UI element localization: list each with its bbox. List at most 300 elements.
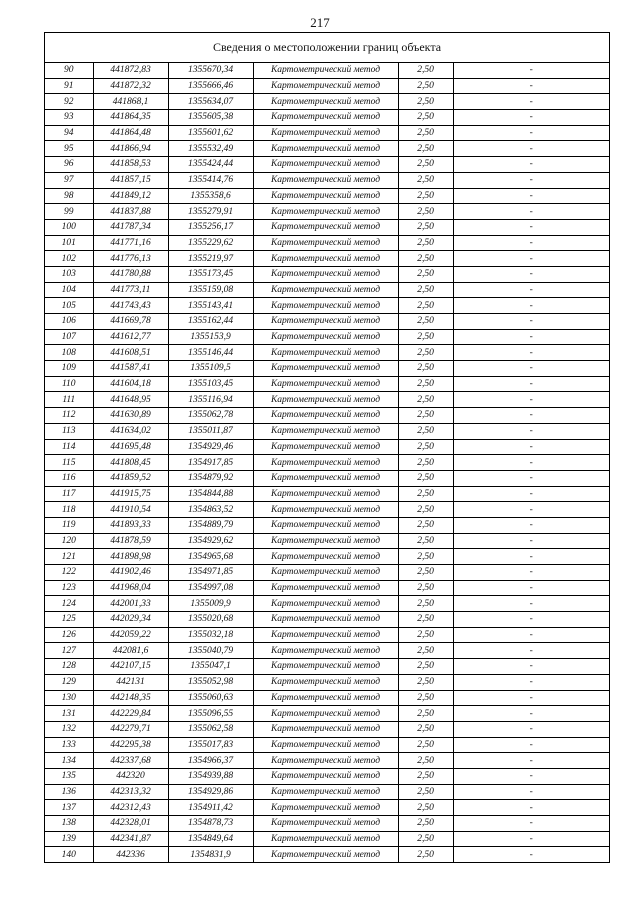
accuracy-cell: 2,50 [398, 125, 453, 141]
x-coordinate-cell: 441910,54 [93, 502, 168, 518]
method-cell: Картометрический метод [253, 706, 398, 722]
accuracy-cell: 2,50 [398, 643, 453, 659]
x-coordinate-cell: 441837,88 [93, 204, 168, 220]
x-coordinate-cell: 441859,52 [93, 470, 168, 486]
x-coordinate-cell: 442229,84 [93, 706, 168, 722]
method-cell: Картометрический метод [253, 470, 398, 486]
table-row [45, 282, 609, 298]
method-cell: Картометрический метод [253, 455, 398, 471]
y-coordinate-cell: 1355109,5 [168, 361, 253, 377]
description-cell: - [453, 627, 609, 643]
y-coordinate-cell: 1355047,1 [168, 659, 253, 675]
point-number-cell: 114 [45, 439, 93, 455]
x-coordinate-cell: 441695,48 [93, 439, 168, 455]
table-row [45, 423, 609, 439]
table-row [45, 627, 609, 643]
description-cell: - [453, 659, 609, 675]
x-coordinate-cell: 442279,71 [93, 721, 168, 737]
y-coordinate-cell: 1354997,08 [168, 580, 253, 596]
table-row [45, 455, 609, 471]
description-cell: - [453, 329, 609, 345]
description-cell: - [453, 533, 609, 549]
table-row [45, 565, 609, 581]
method-cell: Картометрический метод [253, 141, 398, 157]
accuracy-cell: 2,50 [398, 627, 453, 643]
description-cell: - [453, 816, 609, 832]
description-cell: - [453, 784, 609, 800]
y-coordinate-cell: 1354831,9 [168, 847, 253, 862]
method-cell: Картометрический метод [253, 188, 398, 204]
y-coordinate-cell: 1355605,38 [168, 110, 253, 126]
y-coordinate-cell: 1355062,78 [168, 408, 253, 424]
accuracy-cell: 2,50 [398, 408, 453, 424]
method-cell: Картометрический метод [253, 172, 398, 188]
accuracy-cell: 2,50 [398, 63, 453, 78]
point-number-cell: 96 [45, 157, 93, 173]
table-row [45, 706, 609, 722]
point-number-cell: 134 [45, 753, 93, 769]
description-cell: - [453, 423, 609, 439]
description-cell: - [453, 439, 609, 455]
y-coordinate-cell: 1355103,45 [168, 376, 253, 392]
y-coordinate-cell: 1354939,88 [168, 768, 253, 784]
y-coordinate-cell: 1355162,44 [168, 314, 253, 330]
table-row [45, 768, 609, 784]
description-cell: - [453, 706, 609, 722]
x-coordinate-cell: 442337,68 [93, 753, 168, 769]
x-coordinate-cell: 441915,75 [93, 486, 168, 502]
description-cell: - [453, 141, 609, 157]
point-number-cell: 122 [45, 565, 93, 581]
method-cell: Картометрический метод [253, 298, 398, 314]
y-coordinate-cell: 1355256,17 [168, 219, 253, 235]
y-coordinate-cell: 1354929,62 [168, 533, 253, 549]
table-row [45, 690, 609, 706]
method-cell: Картометрический метод [253, 596, 398, 612]
table-row [45, 188, 609, 204]
method-cell: Картометрический метод [253, 125, 398, 141]
accuracy-cell: 2,50 [398, 486, 453, 502]
description-cell: - [453, 188, 609, 204]
method-cell: Картометрический метод [253, 376, 398, 392]
point-number-cell: 112 [45, 408, 93, 424]
point-number-cell: 113 [45, 423, 93, 439]
table-row [45, 831, 609, 847]
point-number-cell: 132 [45, 721, 93, 737]
x-coordinate-cell: 441893,33 [93, 517, 168, 533]
method-cell: Картометрический метод [253, 408, 398, 424]
x-coordinate-cell: 442341,87 [93, 831, 168, 847]
method-cell: Картометрический метод [253, 282, 398, 298]
table-row [45, 329, 609, 345]
point-number-cell: 127 [45, 643, 93, 659]
y-coordinate-cell: 1354889,79 [168, 517, 253, 533]
accuracy-cell: 2,50 [398, 141, 453, 157]
accuracy-cell: 2,50 [398, 659, 453, 675]
accuracy-cell: 2,50 [398, 345, 453, 361]
accuracy-cell: 2,50 [398, 847, 453, 862]
y-coordinate-cell: 1355060,63 [168, 690, 253, 706]
accuracy-cell: 2,50 [398, 78, 453, 94]
x-coordinate-cell: 441787,34 [93, 219, 168, 235]
x-coordinate-cell: 441743,43 [93, 298, 168, 314]
point-number-cell: 138 [45, 816, 93, 832]
table-row [45, 549, 609, 565]
description-cell: - [453, 235, 609, 251]
x-coordinate-cell: 441866,94 [93, 141, 168, 157]
point-number-cell: 108 [45, 345, 93, 361]
y-coordinate-cell: 1355601,62 [168, 125, 253, 141]
description-cell: - [453, 157, 609, 173]
description-cell: - [453, 721, 609, 737]
table-row [45, 470, 609, 486]
x-coordinate-cell: 442148,35 [93, 690, 168, 706]
description-cell: - [453, 486, 609, 502]
point-number-cell: 129 [45, 674, 93, 690]
point-number-cell: 111 [45, 392, 93, 408]
point-number-cell: 123 [45, 580, 93, 596]
table-row [45, 439, 609, 455]
accuracy-cell: 2,50 [398, 188, 453, 204]
x-coordinate-cell: 441872,32 [93, 78, 168, 94]
method-cell: Картометрический метод [253, 659, 398, 675]
table-row [45, 392, 609, 408]
description-cell: - [453, 502, 609, 518]
y-coordinate-cell: 1355173,45 [168, 266, 253, 282]
point-number-cell: 105 [45, 298, 93, 314]
accuracy-cell: 2,50 [398, 329, 453, 345]
accuracy-cell: 2,50 [398, 533, 453, 549]
table-row [45, 94, 609, 110]
description-cell: - [453, 251, 609, 267]
x-coordinate-cell: 441780,88 [93, 266, 168, 282]
description-cell: - [453, 392, 609, 408]
x-coordinate-cell: 441872,83 [93, 63, 168, 78]
point-number-cell: 109 [45, 361, 93, 377]
table-title: Сведения о местоположении границ объекта [45, 33, 609, 63]
x-coordinate-cell: 441864,48 [93, 125, 168, 141]
method-cell: Картометрический метод [253, 612, 398, 628]
description-cell: - [453, 800, 609, 816]
y-coordinate-cell: 1355017,83 [168, 737, 253, 753]
y-coordinate-cell: 1354849,64 [168, 831, 253, 847]
table-row [45, 251, 609, 267]
x-coordinate-cell: 442328,01 [93, 816, 168, 832]
y-coordinate-cell: 1355146,44 [168, 345, 253, 361]
point-number-cell: 118 [45, 502, 93, 518]
accuracy-cell: 2,50 [398, 721, 453, 737]
y-coordinate-cell: 1355358,6 [168, 188, 253, 204]
x-coordinate-cell: 442295,38 [93, 737, 168, 753]
description-cell: - [453, 768, 609, 784]
method-cell: Картометрический метод [253, 251, 398, 267]
point-number-cell: 94 [45, 125, 93, 141]
x-coordinate-cell: 441630,89 [93, 408, 168, 424]
y-coordinate-cell: 1355009,9 [168, 596, 253, 612]
accuracy-cell: 2,50 [398, 706, 453, 722]
description-cell: - [453, 549, 609, 565]
point-number-cell: 133 [45, 737, 93, 753]
point-number-cell: 120 [45, 533, 93, 549]
method-cell: Картометрический метод [253, 235, 398, 251]
x-coordinate-cell: 441968,04 [93, 580, 168, 596]
x-coordinate-cell: 441898,98 [93, 549, 168, 565]
table-row [45, 816, 609, 832]
accuracy-cell: 2,50 [398, 565, 453, 581]
y-coordinate-cell: 1355062,58 [168, 721, 253, 737]
accuracy-cell: 2,50 [398, 737, 453, 753]
x-coordinate-cell: 441808,45 [93, 455, 168, 471]
accuracy-cell: 2,50 [398, 423, 453, 439]
x-coordinate-cell: 441604,18 [93, 376, 168, 392]
y-coordinate-cell: 1354879,92 [168, 470, 253, 486]
table-row [45, 172, 609, 188]
accuracy-cell: 2,50 [398, 282, 453, 298]
method-cell: Картометрический метод [253, 549, 398, 565]
x-coordinate-cell: 441587,41 [93, 361, 168, 377]
point-number-cell: 140 [45, 847, 93, 862]
method-cell: Картометрический метод [253, 690, 398, 706]
point-number-cell: 125 [45, 612, 93, 628]
y-coordinate-cell: 1355414,76 [168, 172, 253, 188]
point-number-cell: 126 [45, 627, 93, 643]
method-cell: Картометрический метод [253, 768, 398, 784]
point-number-cell: 137 [45, 800, 93, 816]
table-row [45, 674, 609, 690]
description-cell: - [453, 78, 609, 94]
point-number-cell: 101 [45, 235, 93, 251]
table-row [45, 643, 609, 659]
table-row [45, 847, 609, 862]
accuracy-cell: 2,50 [398, 674, 453, 690]
y-coordinate-cell: 1355153,9 [168, 329, 253, 345]
y-coordinate-cell: 1354966,37 [168, 753, 253, 769]
x-coordinate-cell: 441612,77 [93, 329, 168, 345]
description-cell: - [453, 172, 609, 188]
x-coordinate-cell: 441634,02 [93, 423, 168, 439]
description-cell: - [453, 282, 609, 298]
y-coordinate-cell: 1354844,88 [168, 486, 253, 502]
x-coordinate-cell: 442029,34 [93, 612, 168, 628]
table-row [45, 737, 609, 753]
x-coordinate-cell: 442059,22 [93, 627, 168, 643]
accuracy-cell: 2,50 [398, 314, 453, 330]
accuracy-cell: 2,50 [398, 690, 453, 706]
x-coordinate-cell: 441878,59 [93, 533, 168, 549]
method-cell: Картометрический метод [253, 63, 398, 78]
method-cell: Картометрический метод [253, 392, 398, 408]
table-row [45, 125, 609, 141]
x-coordinate-cell: 441669,78 [93, 314, 168, 330]
point-number-cell: 139 [45, 831, 93, 847]
description-cell: - [453, 612, 609, 628]
method-cell: Картометрический метод [253, 674, 398, 690]
x-coordinate-cell: 442081,6 [93, 643, 168, 659]
table-row [45, 298, 609, 314]
accuracy-cell: 2,50 [398, 455, 453, 471]
table-row [45, 204, 609, 220]
accuracy-cell: 2,50 [398, 251, 453, 267]
accuracy-cell: 2,50 [398, 470, 453, 486]
y-coordinate-cell: 1355424,44 [168, 157, 253, 173]
accuracy-cell: 2,50 [398, 172, 453, 188]
method-cell: Картометрический метод [253, 361, 398, 377]
y-coordinate-cell: 1355011,87 [168, 423, 253, 439]
description-cell: - [453, 690, 609, 706]
table-row [45, 408, 609, 424]
page-number: 217 [310, 15, 330, 30]
table-row [45, 219, 609, 235]
point-number-cell: 99 [45, 204, 93, 220]
point-number-cell: 104 [45, 282, 93, 298]
table-row [45, 612, 609, 628]
x-coordinate-cell: 441648,95 [93, 392, 168, 408]
method-cell: Картометрический метод [253, 784, 398, 800]
y-coordinate-cell: 1355052,98 [168, 674, 253, 690]
x-coordinate-cell: 441868,1 [93, 94, 168, 110]
accuracy-cell: 2,50 [398, 439, 453, 455]
y-coordinate-cell: 1354917,85 [168, 455, 253, 471]
coordinates-table [45, 63, 609, 862]
method-cell: Картометрический метод [253, 816, 398, 832]
method-cell: Картометрический метод [253, 219, 398, 235]
description-cell: - [529, 849, 533, 860]
point-number-cell: 116 [45, 470, 93, 486]
y-coordinate-cell: 1355634,07 [168, 94, 253, 110]
accuracy-cell: 2,50 [398, 502, 453, 518]
accuracy-cell: 2,50 [398, 110, 453, 126]
point-number-cell: 130 [45, 690, 93, 706]
method-cell: Картометрический метод [253, 643, 398, 659]
method-cell: Картометрический метод [253, 517, 398, 533]
description-cell: - [453, 831, 609, 847]
x-coordinate-cell: 442131 [93, 674, 168, 690]
point-number-cell: 98 [45, 188, 93, 204]
method-cell: Картометрический метод [253, 78, 398, 94]
y-coordinate-cell: 1355532,49 [168, 141, 253, 157]
method-cell: Картометрический метод [253, 831, 398, 847]
accuracy-cell: 2,50 [398, 612, 453, 628]
point-number-cell: 95 [45, 141, 93, 157]
x-coordinate-cell: 441608,51 [93, 345, 168, 361]
method-cell: Картометрический метод [253, 580, 398, 596]
table-row [45, 314, 609, 330]
y-coordinate-cell: 1355096,55 [168, 706, 253, 722]
method-cell: Картометрический метод [253, 721, 398, 737]
description-cell: - [453, 94, 609, 110]
method-cell: Картометрический метод [253, 565, 398, 581]
y-coordinate-cell: 1354965,68 [168, 549, 253, 565]
point-number-cell: 135 [45, 768, 93, 784]
description-cell: - [453, 125, 609, 141]
point-number-cell: 103 [45, 266, 93, 282]
y-coordinate-cell: 1355159,08 [168, 282, 253, 298]
accuracy-cell: 2,50 [398, 235, 453, 251]
table-row [45, 235, 609, 251]
description-cell: - [453, 580, 609, 596]
table-row [45, 63, 609, 78]
description-cell: - [453, 455, 609, 471]
point-number-cell: 97 [45, 172, 93, 188]
description-cell: - [453, 298, 609, 314]
accuracy-cell: 2,50 [398, 580, 453, 596]
table-row [45, 800, 609, 816]
y-coordinate-cell: 1354878,73 [168, 816, 253, 832]
y-coordinate-cell: 1354929,46 [168, 439, 253, 455]
y-coordinate-cell: 1354971,85 [168, 565, 253, 581]
y-coordinate-cell: 1355020,68 [168, 612, 253, 628]
accuracy-cell: 2,50 [398, 298, 453, 314]
point-number-cell: 124 [45, 596, 93, 612]
x-coordinate-cell: 441857,15 [93, 172, 168, 188]
accuracy-cell: 2,50 [398, 596, 453, 612]
table-row [45, 784, 609, 800]
accuracy-cell: 2,50 [398, 392, 453, 408]
method-cell: Картометрический метод [253, 486, 398, 502]
accuracy-cell: 2,50 [398, 219, 453, 235]
x-coordinate-cell: 442312,43 [93, 800, 168, 816]
method-cell: Картометрический метод [253, 737, 398, 753]
table-row [45, 110, 609, 126]
table-row [45, 596, 609, 612]
description-cell: - [453, 376, 609, 392]
point-number-cell: 128 [45, 659, 93, 675]
method-cell: Картометрический метод [253, 204, 398, 220]
description-cell: - [453, 753, 609, 769]
table-row [45, 753, 609, 769]
description-cell: - [453, 643, 609, 659]
description-cell: - [453, 314, 609, 330]
description-cell: - [453, 674, 609, 690]
description-cell: - [453, 408, 609, 424]
table-row [45, 486, 609, 502]
x-coordinate-cell: 441902,46 [93, 565, 168, 581]
method-cell: Картометрический метод [253, 847, 398, 862]
table-row [45, 361, 609, 377]
point-number-cell: 107 [45, 329, 93, 345]
accuracy-cell: 2,50 [398, 753, 453, 769]
description-cell: - [453, 63, 609, 78]
point-number-cell: 136 [45, 784, 93, 800]
accuracy-cell: 2,50 [398, 157, 453, 173]
y-coordinate-cell: 1355219,97 [168, 251, 253, 267]
description-cell: - [453, 345, 609, 361]
table-row [45, 580, 609, 596]
accuracy-cell: 2,50 [398, 816, 453, 832]
table-row [45, 517, 609, 533]
point-number-cell: 119 [45, 517, 93, 533]
accuracy-cell: 2,50 [398, 204, 453, 220]
table-row [45, 266, 609, 282]
description-cell: - [453, 266, 609, 282]
accuracy-cell: 2,50 [398, 376, 453, 392]
point-number-cell: 91 [45, 78, 93, 94]
y-coordinate-cell: 1355116,94 [168, 392, 253, 408]
method-cell: Картометрический метод [253, 345, 398, 361]
method-cell: Картометрический метод [253, 314, 398, 330]
description-cell: - [453, 110, 609, 126]
y-coordinate-cell: 1355143,41 [168, 298, 253, 314]
table-row [45, 141, 609, 157]
y-coordinate-cell: 1355040,79 [168, 643, 253, 659]
x-coordinate-cell: 441773,11 [93, 282, 168, 298]
x-coordinate-cell: 442336 [93, 847, 168, 862]
point-number-cell: 115 [45, 455, 93, 471]
method-cell: Картометрический метод [253, 157, 398, 173]
method-cell: Картометрический метод [253, 502, 398, 518]
point-number-cell: 90 [45, 63, 93, 78]
point-number-cell: 106 [45, 314, 93, 330]
